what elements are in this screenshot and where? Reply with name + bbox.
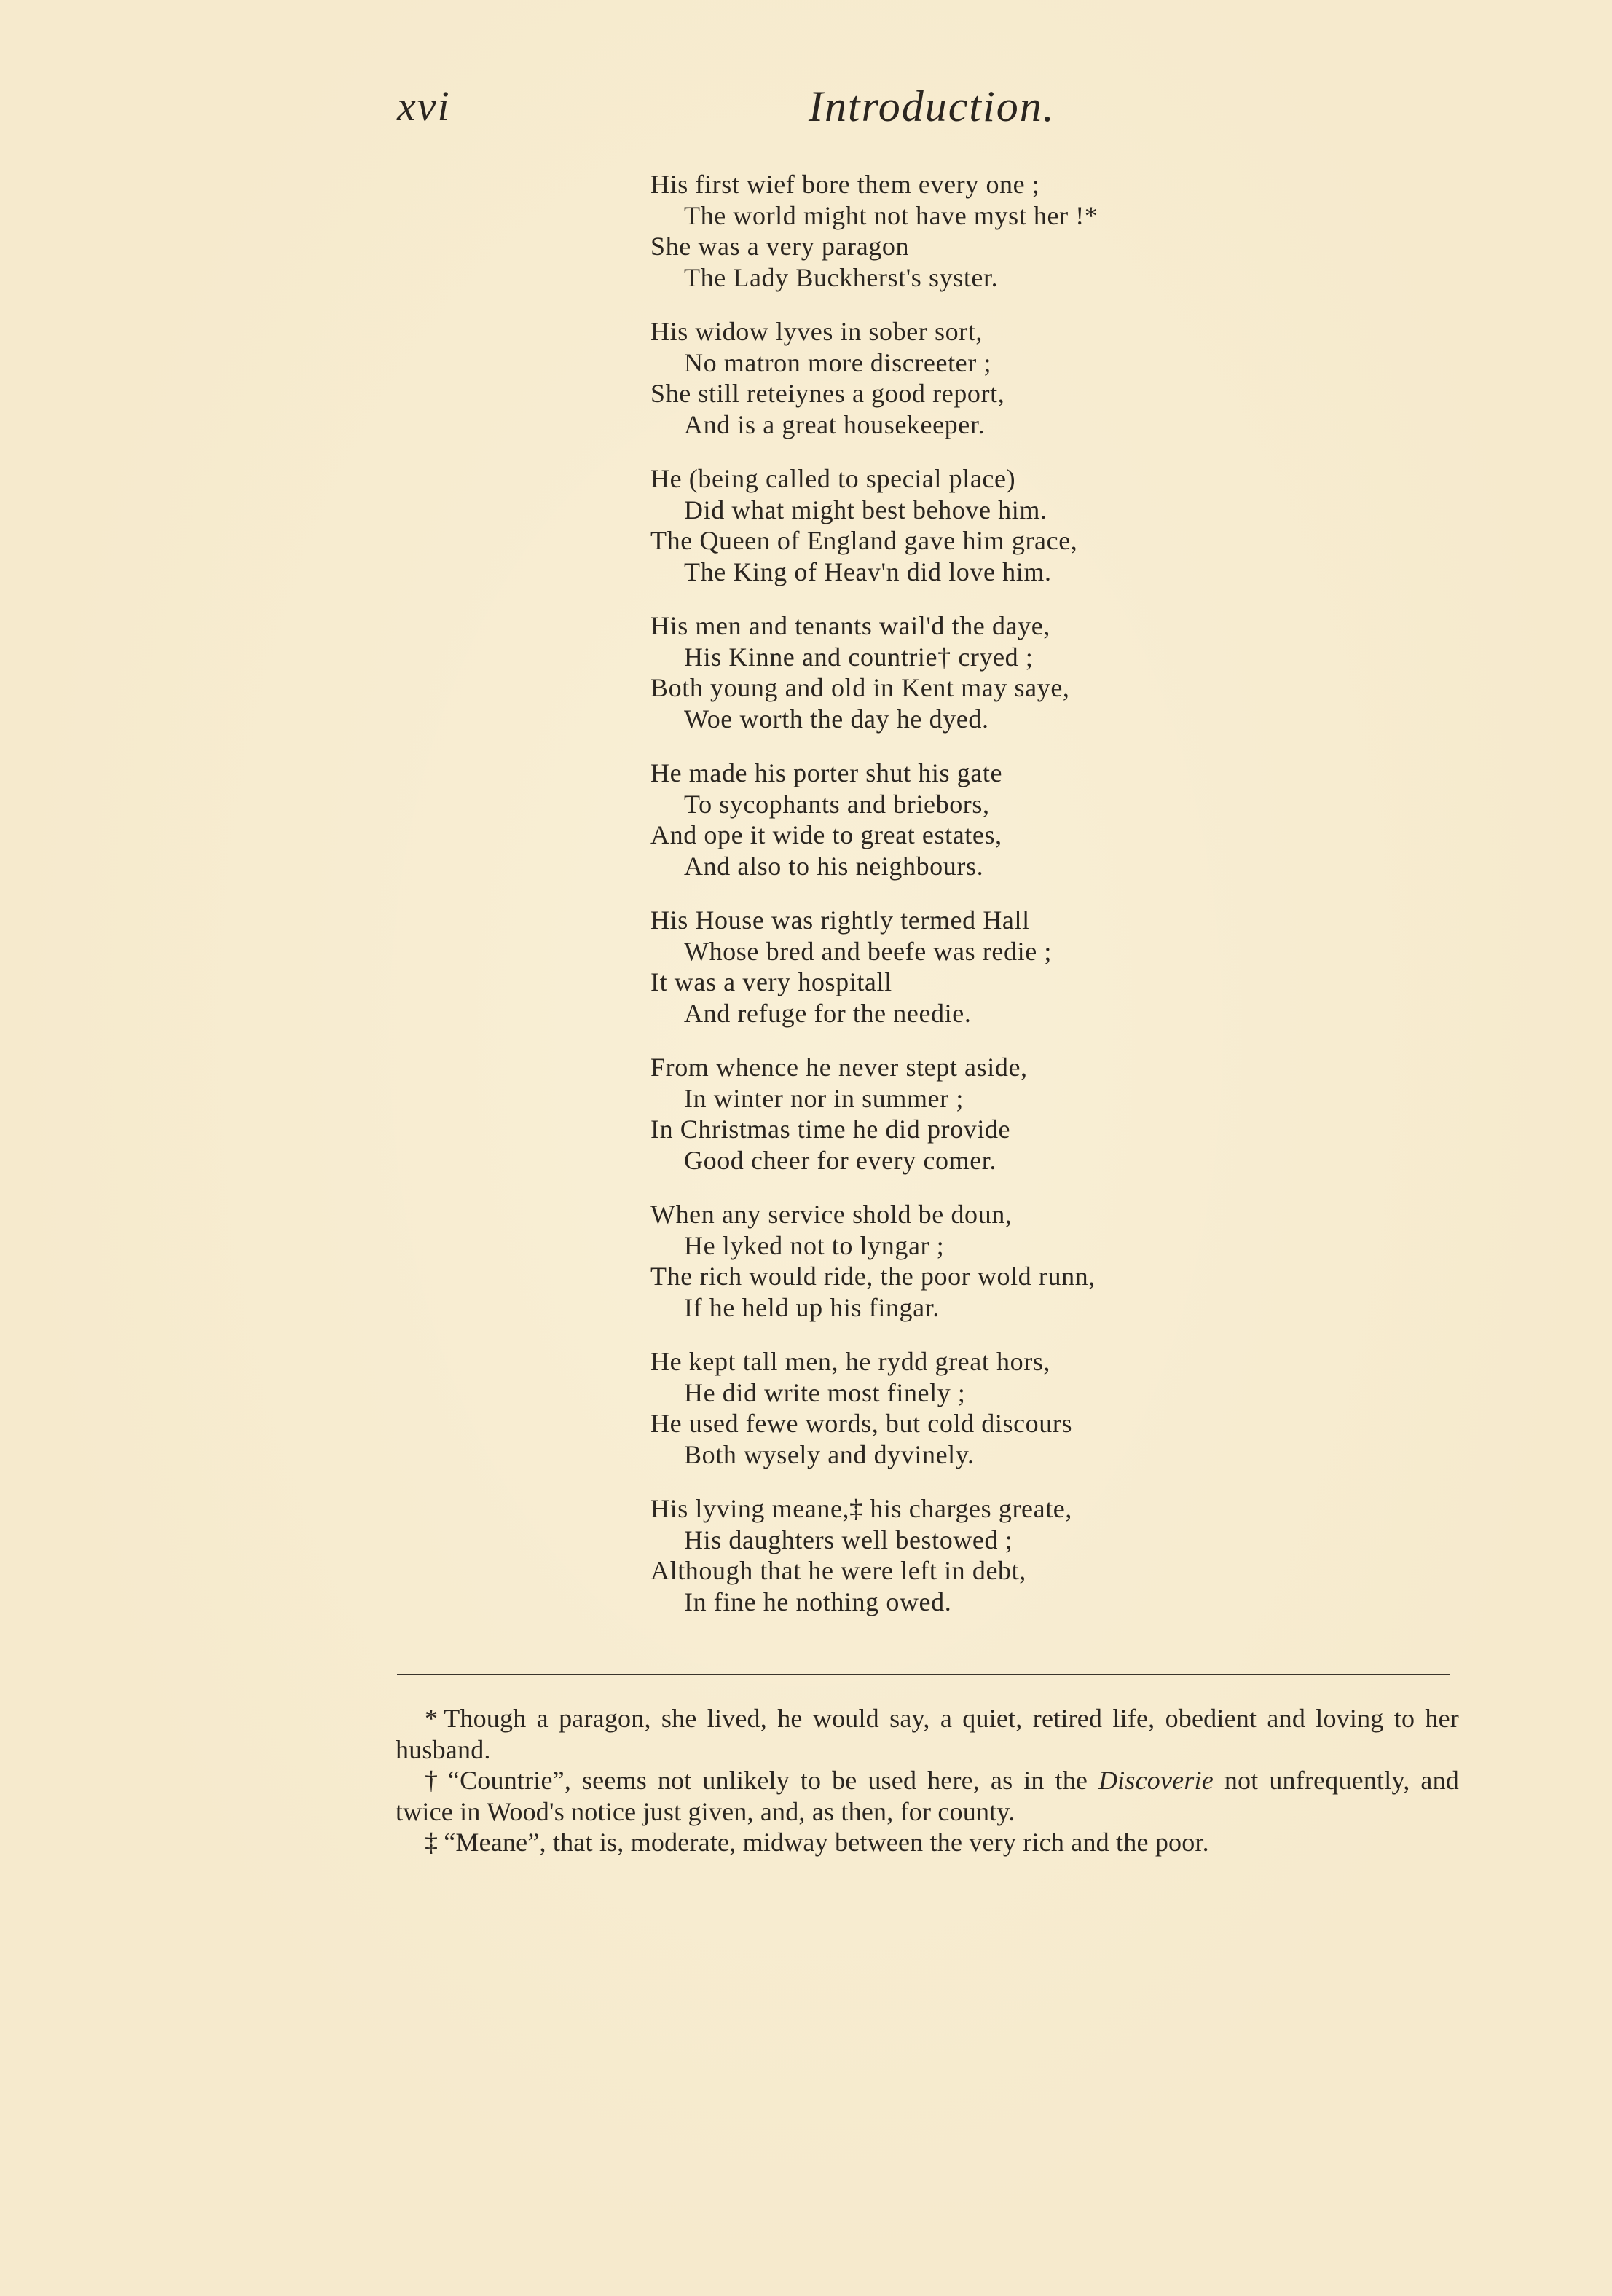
footnote-text: “Countrie”, seems not unlikely to be used here, as in the [447,1766,1088,1795]
poem-line: His widow lyves in sober sort, [650,317,983,346]
running-head [0,82,1612,140]
poem-line: It was a very hospitall [650,967,892,996]
poem-line: She still reteiynes a good report, [650,379,1005,408]
poem-line: The Queen of England gave him grace, [650,526,1078,555]
footnote-text: “Meane”, that is, moderate, midway between the very rich and the poor. [444,1828,1209,1857]
poem-line: He did write most finely ; [684,1377,966,1407]
footnote-symbol: ‡ [425,1828,439,1857]
footnote [396,1827,1459,1858]
poem-line: Both wysely and dyvinely. [684,1439,975,1469]
stanza [650,905,1306,1029]
footnotes [396,1703,1459,1858]
poem [650,169,1306,1640]
poem-line: Whose bred and beefe was redie ; [684,936,1052,966]
stanza [650,1493,1306,1617]
page-number: xvi [397,82,451,130]
poem-line: In winter nor in summer ; [684,1083,964,1113]
poem-line: And ope it wide to great estates, [650,820,1002,849]
poem-line: He lyked not to lyngar ; [684,1230,945,1260]
poem-line: And also to his neighbours. [684,851,984,881]
poem-line: Woe worth the day he dyed. [684,704,989,734]
poem-line: The King of Heav'n did love him. [684,557,1052,586]
poem-line: And refuge for the needie. [684,998,972,1028]
stanza [650,316,1306,440]
footnote-text: Though a paragon, she lived, he would say, a quiet, retired life, obedient and loving to her husband. [396,1704,1459,1764]
poem-line: In fine he nothing owed. [684,1587,952,1616]
poem-line: And is a great housekeeper. [684,409,986,439]
stanza [650,1346,1306,1470]
page-title: Introduction. [809,82,1055,130]
poem-line: He kept tall men, he rydd great hors, [650,1347,1051,1376]
poem-line: His lyving meane,‡ his charges greate, [650,1494,1072,1523]
footnote-italic-title: Discoverie [1098,1766,1214,1795]
poem-line: The world might not have myst her !* [684,200,1098,230]
footnote-symbol: † [425,1766,442,1795]
stanza [650,610,1306,734]
poem-line: The Lady Buckherst's syster. [684,262,999,292]
footnote-symbol: * [425,1704,439,1733]
stanza [650,169,1306,293]
poem-line: The rich would ride, the poor wold runn, [650,1262,1096,1291]
stanza [650,463,1306,587]
stanza [650,1052,1306,1176]
footnote-text: not unfrequently, and twice in Wood's notice just given, and, as then, for county. [396,1766,1460,1826]
poem-line: His men and tenants wail'd the daye, [650,611,1050,640]
poem-line: His first wief bore them every one ; [650,170,1040,199]
stanza [650,758,1306,881]
footnote [396,1765,1459,1827]
poem-line: From whence he never stept aside, [650,1053,1028,1082]
poem-line: His Kinne and countrie† cryed ; [684,642,1034,672]
poem-line: If he held up his fingar. [684,1292,940,1322]
poem-line: His daughters well bestowed ; [684,1525,1013,1554]
poem-line: He made his porter shut his gate [650,758,1003,787]
poem-line: To sycophants and briebors, [684,789,990,819]
poem-line: No matron more discreeter ; [684,347,992,377]
poem-line: Did what might best behove him. [684,495,1047,524]
poem-line: His House was rightly termed Hall [650,905,1030,935]
stanza [650,1199,1306,1323]
poem-line: She was a very paragon [650,232,910,261]
poem-line: He (being called to special place) [650,464,1016,493]
poem-line: In Christmas time he did provide [650,1114,1011,1144]
footnote [396,1703,1459,1765]
poem-line: Although that he were left in debt, [650,1556,1026,1585]
poem-line: He used fewe words, but cold discours [650,1409,1073,1438]
poem-line: Both young and old in Kent may saye, [650,673,1070,702]
poem-line: When any service shold be doun, [650,1200,1013,1229]
footnote-divider [397,1674,1450,1675]
poem-line: Good cheer for every comer. [684,1145,997,1175]
